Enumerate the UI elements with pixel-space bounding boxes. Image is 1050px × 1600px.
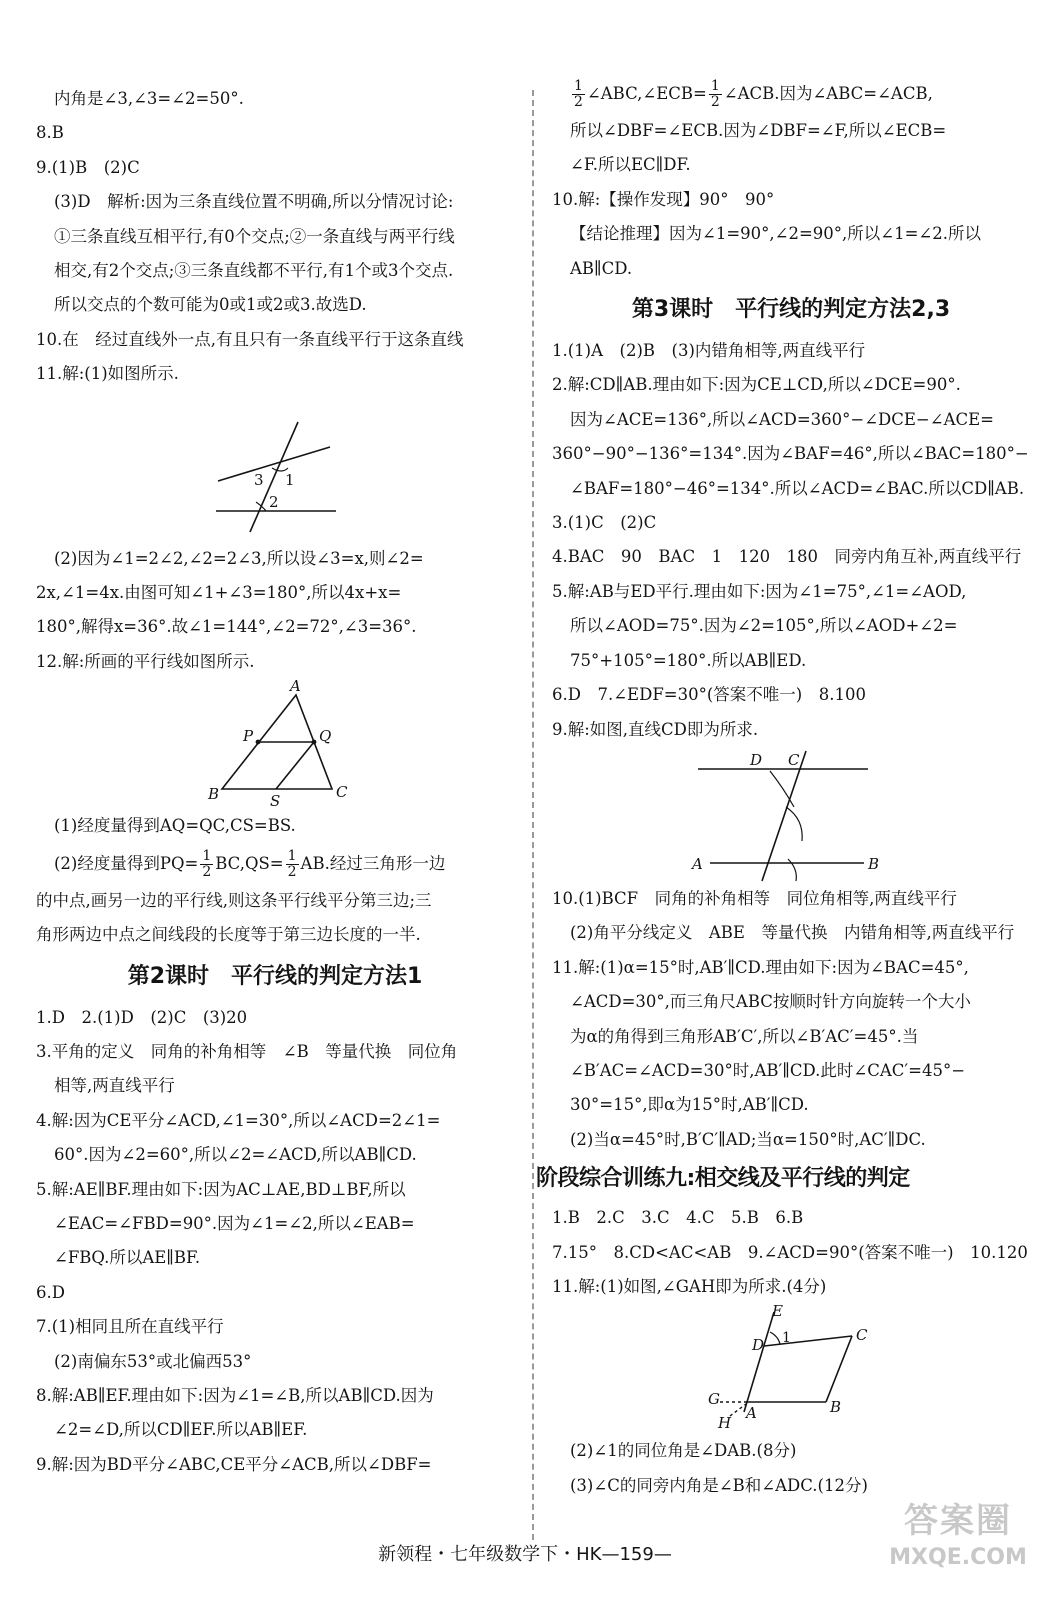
label-d: D: [750, 750, 763, 769]
label-b: B: [868, 854, 880, 873]
text-line: 所以交点的个数可能为0或1或2或3.故选D.: [54, 295, 367, 315]
fraction-numerator: 1: [202, 848, 212, 864]
label-e: E: [772, 1304, 783, 1321]
left-column: [36, 82, 514, 1482]
section-heading-lesson-2: 第2课时 平行线的判定方法1: [127, 963, 423, 989]
right-column: [536, 78, 1030, 1503]
construction-arc-middle: [786, 807, 802, 841]
fraction-numerator: 1: [710, 78, 720, 95]
label-3: 3: [254, 470, 264, 489]
text-line: 10.解:【操作发现】90° 90°: [552, 189, 775, 209]
figure-triangle-midlines: [36, 679, 514, 809]
figure-parallelogram: [552, 1304, 1030, 1434]
text-line: 8.解:AB∥EF.理由如下:因为∠1=∠B,所以AB∥CD.因为: [36, 1385, 434, 1405]
text-line: AB∥CD.: [570, 258, 633, 278]
text-line: 7.(1)相同且所在直线平行: [36, 1317, 224, 1337]
fraction-half: [286, 849, 299, 879]
label-b: B: [208, 785, 220, 804]
text-line: 75°+105°=180°.所以AB∥ED.: [570, 650, 807, 670]
point-p: [256, 740, 261, 745]
text-line: 6.D 7.∠EDF=30°(答案不唯一) 8.100: [552, 685, 866, 705]
label-2: 2: [269, 492, 279, 511]
label-s: S: [270, 792, 281, 810]
text-segment: (2)经度量得到PQ=: [54, 853, 199, 873]
text-line: 相等,两直线平行: [54, 1076, 175, 1096]
fraction-half: [200, 849, 213, 879]
text-line: 因为∠ACE=136°,所以∠ACD=360°−∠DCE−∠ACE=: [570, 409, 994, 429]
answer-9: 9.(1)B (2)C: [36, 157, 140, 177]
answer-11: 11.解:(1)如图所示.: [36, 364, 179, 384]
text-line: (3)D 解析:因为三条直线位置不明确,所以分情况讨论:: [54, 192, 454, 212]
text-line: 角形两边中点之间线段的长度等于第三边长度的一半.: [36, 925, 421, 945]
line-ea: [744, 1312, 774, 1412]
label-1: 1: [782, 1330, 791, 1347]
text-line: 360°−90°−136°=134°.因为∠BAF=46°,所以∠BAC=180°−: [552, 444, 1029, 464]
text-line: 11.解:(1)如图,∠GAH即为所求.(4分): [552, 1276, 827, 1296]
text-line: (2)南偏东53°或北偏西53°: [54, 1351, 252, 1371]
fraction-denominator: 2: [710, 94, 720, 110]
text-line: 【结论推理】因为∠1=90°,∠2=90°,所以∠1=∠2.所以: [570, 224, 981, 244]
text-line: (2)当α=45°时,B′C′∥AD;当α=150°时,AC′∥DC.: [570, 1129, 926, 1149]
label-p: P: [243, 727, 254, 746]
fraction-numerator: 1: [574, 78, 583, 95]
label-a: A: [692, 854, 703, 873]
segment-cb: [826, 1336, 852, 1402]
angle-2-arc: [256, 502, 266, 511]
section-heading-stage-training: 阶段综合训练九:相交线及平行线的判定: [536, 1166, 910, 1192]
text-line: (2)角平分线定义 ABE 等量代换 内错角相等,两直线平行: [570, 923, 1015, 943]
text-line: 60°.因为∠2=60°,所以∠2=∠ACD,所以AB∥CD.: [54, 1145, 417, 1165]
text-segment: ∠ACB.因为∠ABC=∠ACB,: [723, 84, 933, 103]
text-line: 6.D: [36, 1282, 65, 1302]
text-line: 30°=15°,即α为15°时,AB′∥CD.: [570, 1095, 809, 1115]
text-line: ∠BAF=180°−46°=134°.所以∠ACD=∠BAC.所以CD∥AB.: [570, 478, 1025, 498]
text-line: ∠ACD=30°,而三角尺ABC按顺时针方向旋转一个大小: [570, 992, 971, 1012]
figure-intersecting-lines: [36, 392, 514, 542]
text-line: ∠FBQ.所以AE∥BF.: [54, 1248, 201, 1268]
text-line: ∠2=∠D,所以CD∥EF.所以AB∥EF.: [54, 1420, 308, 1440]
text-line: 1.D 2.(1)D (2)C (3)20: [36, 1007, 248, 1027]
figure-4-svg: [552, 1304, 1030, 1434]
text-line: 内角是∠3,∠3=∠2=50°.: [54, 89, 244, 108]
text-line: 的中点,画另一边的平行线,则这条平行线平分第三边;三: [36, 890, 432, 910]
text-line: (2)因为∠1=2∠2,∠2=2∠3,所以设∠3=x,则∠2=: [54, 548, 424, 568]
point-q: [312, 740, 317, 745]
answer-10: 10.在 经过直线外一点,有且只有一条直线平行于这条直线: [36, 329, 464, 349]
figure-3-svg: [552, 747, 1030, 882]
segment-qs: [276, 742, 314, 789]
answer-8: 8.B: [36, 123, 64, 143]
text-segment: ∠ABC,∠ECB=: [586, 84, 707, 103]
label-a: A: [746, 1404, 757, 1423]
label-g: G: [708, 1390, 720, 1409]
text-line: (1)经度量得到AQ=QC,CS=BS.: [54, 816, 296, 836]
text-line: ∠F.所以EC∥DF.: [570, 155, 691, 175]
label-c: C: [336, 783, 348, 802]
text-line: 2.解:CD∥AB.理由如下:因为CE⊥CD,所以∠DCE=90°.: [552, 375, 961, 395]
figure-2-svg: [36, 679, 514, 809]
text-line: 4.BAC 90 BAC 1 120 180 同旁内角互补,两直线平行: [552, 547, 1022, 567]
text-line-with-fractions: [552, 74, 1030, 114]
fraction-denominator: 2: [202, 863, 212, 880]
text-line: ①三条直线互相平行,有0个交点;②一条直线与两平行线: [54, 226, 455, 246]
text-line: 相交,有2个交点;③三条直线都不平行,有1个或3个交点.: [54, 261, 454, 281]
section-heading-lesson-3: 第3课时 平行线的判定方法2,3: [631, 297, 951, 323]
text-line: 3.(1)C (2)C: [552, 513, 657, 533]
text-line: 2x,∠1=4x.由图可知∠1+∠3=180°,所以4x+x=: [36, 583, 402, 603]
label-1: 1: [285, 470, 295, 489]
page-footer: 新领程・七年级数学下・HK—159—: [378, 1544, 672, 1565]
text-line: 为α的角得到三角形AB′C′,所以∠B′AC′=45°.当: [570, 1026, 919, 1046]
text-line: 10.(1)BCF 同角的补角相等 同位角相等,两直线平行: [552, 888, 957, 908]
label-h: H: [718, 1414, 732, 1433]
text-line: 1.(1)A (2)B (3)内错角相等,两直线平行: [552, 341, 866, 361]
text-line-with-fractions: [36, 844, 514, 884]
fraction-half: [572, 79, 585, 109]
line-transversal: [762, 751, 806, 881]
figure-parallel-construction: [552, 747, 1030, 882]
angle-1-arc: [770, 1332, 780, 1344]
text-line: 4.解:因为CE平分∠ACD,∠1=30°,所以∠ACD=2∠1=: [36, 1110, 441, 1130]
text-line: (3)∠C的同旁内角是∠B和∠ADC.(12分): [570, 1475, 868, 1495]
text-line: 11.解:(1)α=15°时,AB′∥CD.理由如下:因为∠BAC=45°,: [552, 957, 969, 977]
watermark-url: MXQE.COM: [889, 1545, 1027, 1570]
label-c: C: [856, 1326, 868, 1345]
text-line: 5.解:AB与ED平行.理由如下:因为∠1=75°,∠1=∠AOD,: [552, 581, 967, 601]
text-line: (2)∠1的同位角是∠DAB.(8分): [570, 1441, 797, 1461]
text-line: 3.平角的定义 同角的补角相等 ∠B 等量代换 同位角: [36, 1041, 458, 1061]
text-line: 9.解:如图,直线CD即为所求.: [552, 719, 759, 739]
watermark-logo: [888, 1498, 1028, 1588]
text-segment: AB.经过三角形一边: [300, 853, 446, 873]
label-d: D: [752, 1336, 765, 1355]
label-c: C: [788, 750, 800, 769]
fraction-denominator: 2: [574, 94, 583, 110]
text-line: 180°,解得x=36°.故∠1=144°,∠2=72°,∠3=36°.: [36, 617, 417, 637]
text-line: 所以∠AOD=75°.因为∠2=105°,所以∠AOD+∠2=: [570, 616, 958, 636]
text-line: ∠B′AC=∠ACD=30°时,AB′∥CD.此时∠CAC′=45°−: [570, 1060, 966, 1080]
watermark-text: 答案圈: [904, 1501, 1012, 1541]
column-divider: [532, 90, 534, 1540]
text-line: 5.解:AE∥BF.理由如下:因为AC⊥AE,BD⊥BF,所以: [36, 1179, 406, 1199]
fraction-denominator: 2: [287, 863, 297, 880]
fraction-half: [709, 79, 722, 109]
construction-arc-upper: [770, 771, 794, 807]
figure-1-svg: [36, 392, 514, 542]
segment-ha-dashed: [730, 1404, 746, 1416]
text-segment: BC,QS=: [215, 853, 284, 873]
text-line: 1.B 2.C 3.C 4.C 5.B 6.B: [552, 1208, 804, 1228]
label-b: B: [830, 1398, 842, 1417]
text-line: 7.15° 8.CD<AC<AB 9.∠ACD=90°(答案不唯一) 10.120: [552, 1242, 1028, 1262]
answer-12: 12.解:所画的平行线如图所示.: [36, 651, 255, 671]
text-line: ∠EAC=∠FBD=90°.因为∠1=∠2,所以∠EAB=: [54, 1213, 415, 1233]
fraction-numerator: 1: [287, 848, 297, 864]
text-line: 所以∠DBF=∠ECB.因为∠DBF=∠F,所以∠ECB=: [570, 121, 947, 140]
label-a: A: [290, 679, 301, 696]
text-line: 9.解:因为BD平分∠ABC,CE平分∠ACB,所以∠DBF=: [36, 1454, 432, 1474]
label-q: Q: [319, 727, 332, 746]
